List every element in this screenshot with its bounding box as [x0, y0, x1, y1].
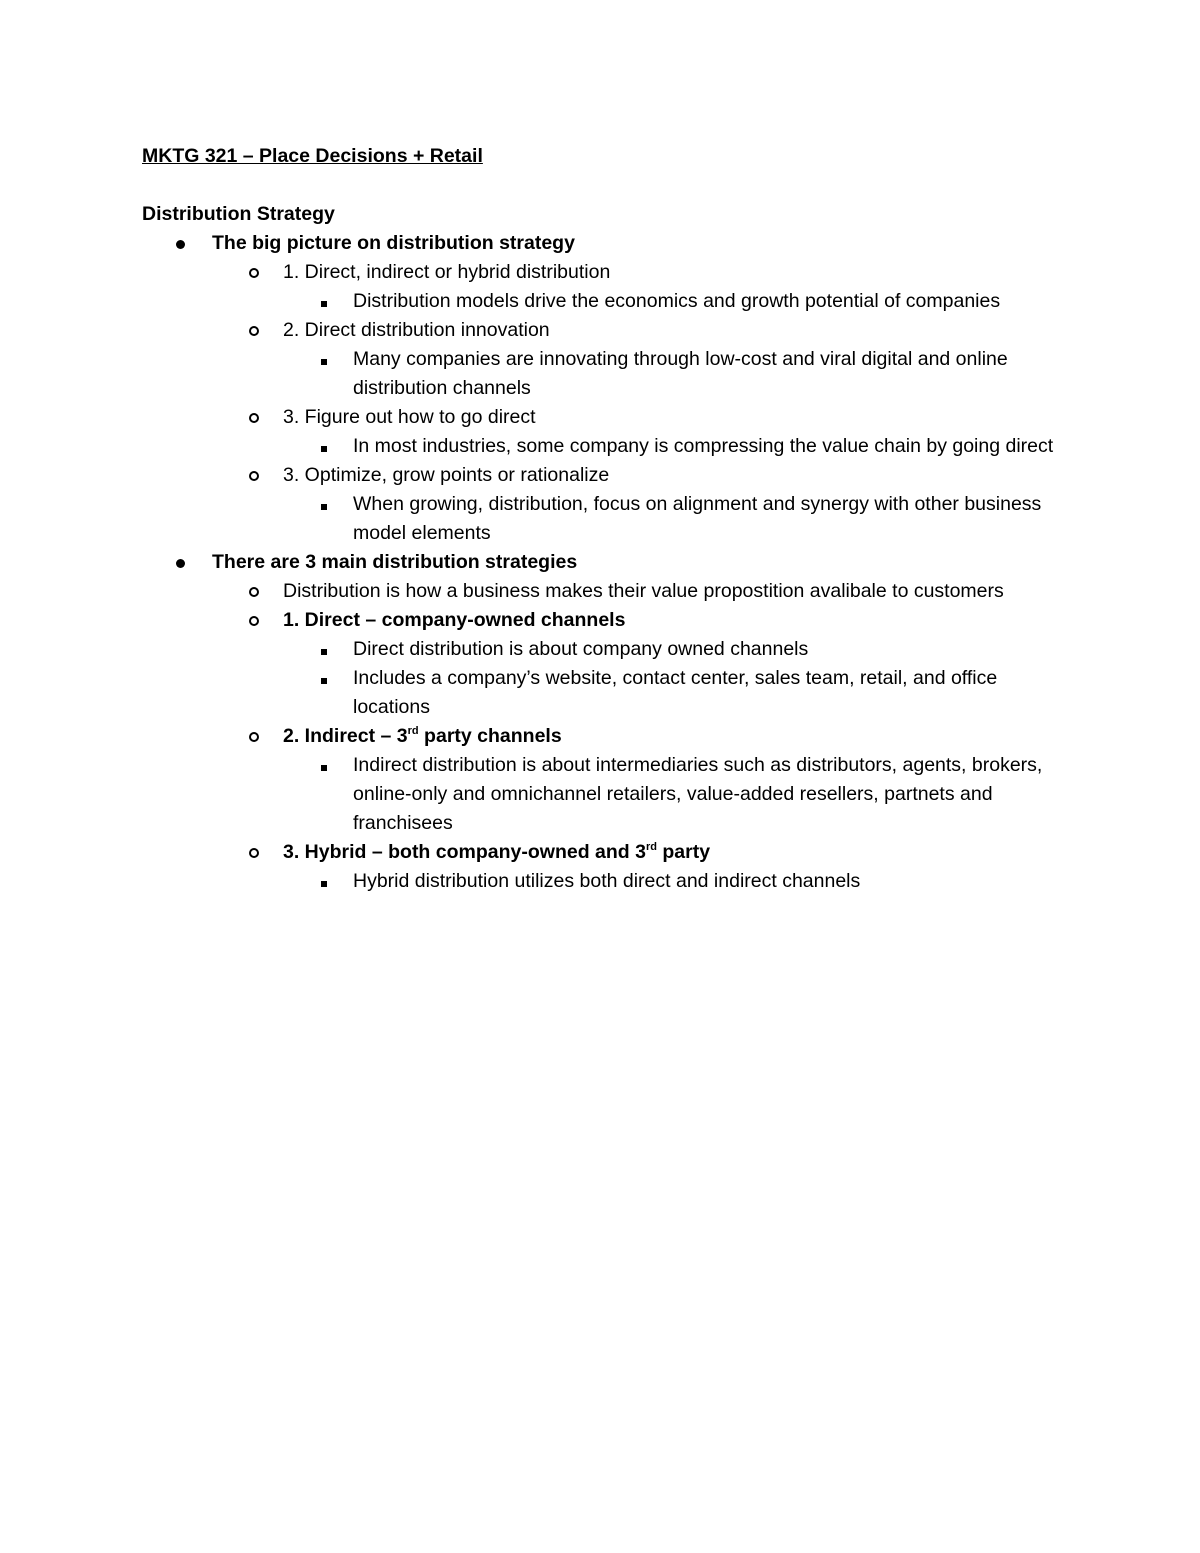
outline-item-text: 2. Indirect – 3 [283, 725, 408, 747]
outline-item-text: Hybrid distribution utilizes both direct and indirect channels [353, 870, 861, 892]
outline-item-level-2 [142, 838, 1062, 867]
hollow-bullet-icon [244, 606, 264, 635]
hollow-bullet-icon [244, 258, 264, 287]
bullet-outline [142, 229, 1062, 896]
outline-item-text: Many companies are innovating through low-cost and viral digital and online distribution channels [353, 348, 1008, 399]
outline-item-text: There are 3 main distribution strategies [212, 551, 578, 573]
filled-bullet-icon [170, 229, 190, 258]
outline-item-level-3 [142, 287, 1062, 316]
outline-item-text: 1. Direct, indirect or hybrid distribution [283, 261, 611, 283]
square-bullet-icon [314, 287, 334, 316]
outline-item-level-2 [142, 258, 1062, 287]
outline-item-text: 3. Hybrid – both company-owned and 3 [283, 841, 646, 863]
square-bullet-icon [314, 635, 334, 664]
document-body [142, 142, 1062, 896]
outline-item-text: Includes a company’s website, contact center, sales team, retail, and office locations [353, 667, 998, 718]
outline-item-level-3 [142, 345, 1062, 403]
outline-item-level-1 [142, 229, 1062, 258]
filled-bullet-icon [170, 548, 190, 577]
outline-item-level-3 [142, 664, 1062, 722]
outline-item-level-2 [142, 461, 1062, 490]
outline-item-level-3 [142, 635, 1062, 664]
square-bullet-icon [314, 664, 334, 693]
outline-item-level-3 [142, 432, 1062, 461]
outline-item-level-2 [142, 577, 1062, 606]
outline-item-level-1 [142, 548, 1062, 577]
square-bullet-icon [314, 751, 334, 780]
outline-item-text-suffix: party [656, 841, 711, 863]
outline-item-text: 3. Optimize, grow points or rationalize [283, 464, 610, 486]
outline-item-level-2 [142, 316, 1062, 345]
outline-item-text: When growing, distribution, focus on alignment and synergy with other business model elements [353, 493, 1042, 544]
hollow-bullet-icon [244, 316, 264, 345]
hollow-bullet-icon [244, 722, 264, 751]
outline-item-level-2 [142, 722, 1062, 751]
outline-item-level-3 [142, 490, 1062, 548]
outline-item-level-2 [142, 606, 1062, 635]
section-heading: Distribution Strategy [142, 203, 335, 225]
square-bullet-icon [314, 432, 334, 461]
outline-item-level-3 [142, 751, 1062, 838]
outline-item-text-suffix: party channels [418, 725, 562, 747]
outline-item-level-2 [142, 403, 1062, 432]
outline-item-text: Distribution models drive the economics and growth potential of companies [353, 290, 1001, 312]
outline-item-text: In most industries, some company is compressing the value chain by going direct [353, 435, 1054, 457]
outline-item-text: The big picture on distribution strategy [212, 232, 575, 254]
outline-item-text: Distribution is how a business makes their value propostition avalibale to customers [283, 580, 1004, 602]
outline-item-text: Direct distribution is about company owned channels [353, 638, 809, 660]
square-bullet-icon [314, 867, 334, 896]
document-title: MKTG 321 – Place Decisions + Retail [142, 145, 483, 167]
outline-item-text: 3. Figure out how to go direct [283, 406, 536, 428]
spacer [142, 171, 1062, 200]
outline-item-text: 1. Direct – company-owned channels [283, 609, 626, 631]
outline-item-text: Indirect distribution is about intermediaries such as distributors, agents, brokers, online-only and omnichannel retailers, value-added resellers, partnets and franchisees [353, 754, 1043, 834]
square-bullet-icon [314, 490, 334, 519]
hollow-bullet-icon [244, 461, 264, 490]
outline-item-text: 2. Direct distribution innovation [283, 319, 550, 341]
superscript: rd [407, 725, 419, 737]
hollow-bullet-icon [244, 577, 264, 606]
superscript: rd [645, 841, 657, 853]
hollow-bullet-icon [244, 838, 264, 867]
hollow-bullet-icon [244, 403, 264, 432]
outline-item-level-3 [142, 867, 1062, 896]
square-bullet-icon [314, 345, 334, 374]
